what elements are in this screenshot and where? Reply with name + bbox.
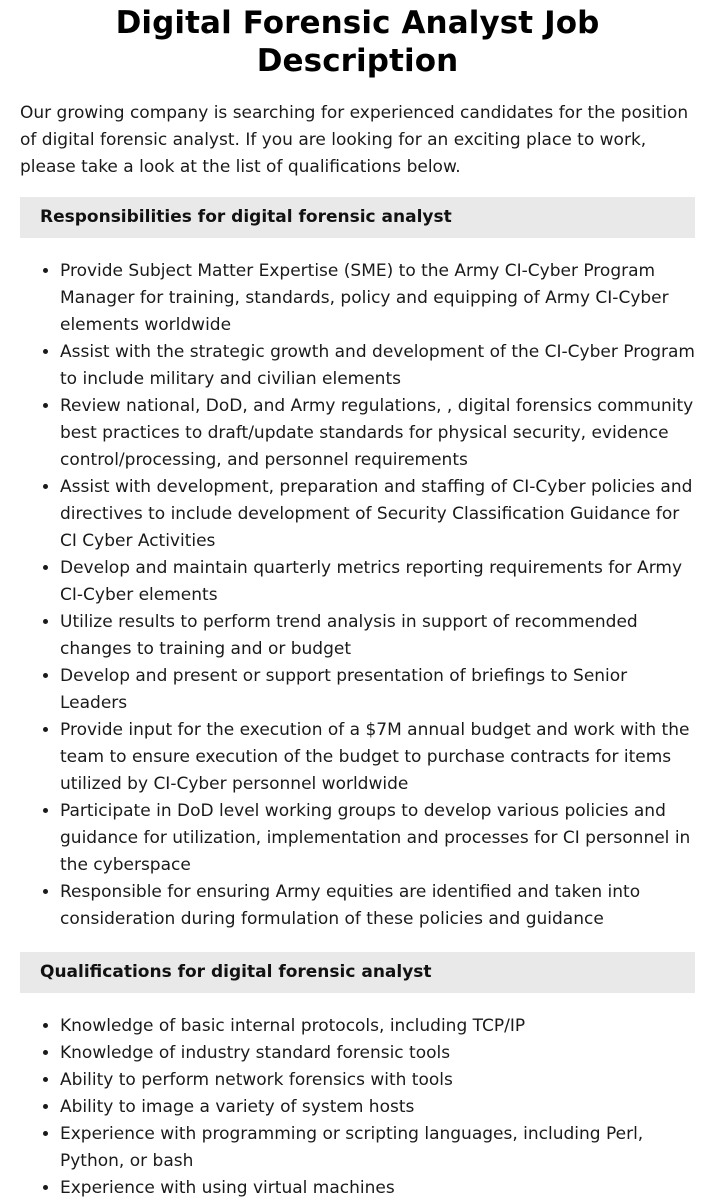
list-item: • Provide input for the execution of a $7M annual budget and work with the team to ensure execution of the budget to purchase contracts for items utilized by CI-Cyber personnel worldwide [60, 717, 695, 798]
list-item: • Responsible for ensuring Army equities are identified and taken into consideration during formulation of these policies and guidance [60, 879, 695, 933]
list-item: • Assist with the strategic growth and development of the CI-Cyber Program to include military and civilian elements [60, 339, 695, 393]
responsibilities-heading: Responsibilities for digital forensic analyst [20, 197, 695, 238]
list-item: • Provide Subject Matter Expertise (SME) to the Army CI-Cyber Program Manager for training, standards, policy and equipping of Army CI-Cyber elements worldwide [60, 258, 695, 339]
list-item: • Develop and maintain quarterly metrics reporting requirements for Army CI-Cyber elements [60, 555, 695, 609]
intro-paragraph: Our growing company is searching for experienced candidates for the position of digital forensic analyst. If you are looking for an exciting place to work, please take a look at the list of qualifications below. [20, 103, 689, 177]
list-item: • Assist with development, preparation and staffing of CI-Cyber policies and directives to include development of Security Classification Guidance for CI Cyber Activities [60, 474, 695, 555]
list-item: • Knowledge of basic internal protocols, including TCP/IP [60, 1013, 695, 1040]
list-item: • Knowledge of industry standard forensic tools [60, 1040, 695, 1067]
qualifications-list [20, 1013, 695, 1202]
list-item: • Develop and present or support presentation of briefings to Senior Leaders [60, 663, 695, 717]
list-item: • Utilize results to perform trend analysis in support of recommended changes to training and or budget [60, 609, 695, 663]
list-item: • Experience with programming or scripting languages, including Perl, Python, or bash [60, 1121, 695, 1175]
responsibilities-list [20, 258, 695, 933]
page-title: Digital Forensic Analyst Job Description [115, 5, 600, 79]
list-item: • Ability to image a variety of system hosts [60, 1094, 695, 1121]
list-item: • Experience with using virtual machines [60, 1175, 695, 1202]
list-item: • Ability to perform network forensics with tools [60, 1067, 695, 1094]
list-item: • Review national, DoD, and Army regulations, , digital forensics community best practices to draft/update standards for physical security, evidence control/processing, and personnel requirements [60, 393, 695, 474]
list-item: • Participate in DoD level working groups to develop various policies and guidance for utilization, implementation and processes for CI personnel in the cyberspace [60, 798, 695, 879]
qualifications-heading: Qualifications for digital forensic analyst [20, 952, 695, 993]
